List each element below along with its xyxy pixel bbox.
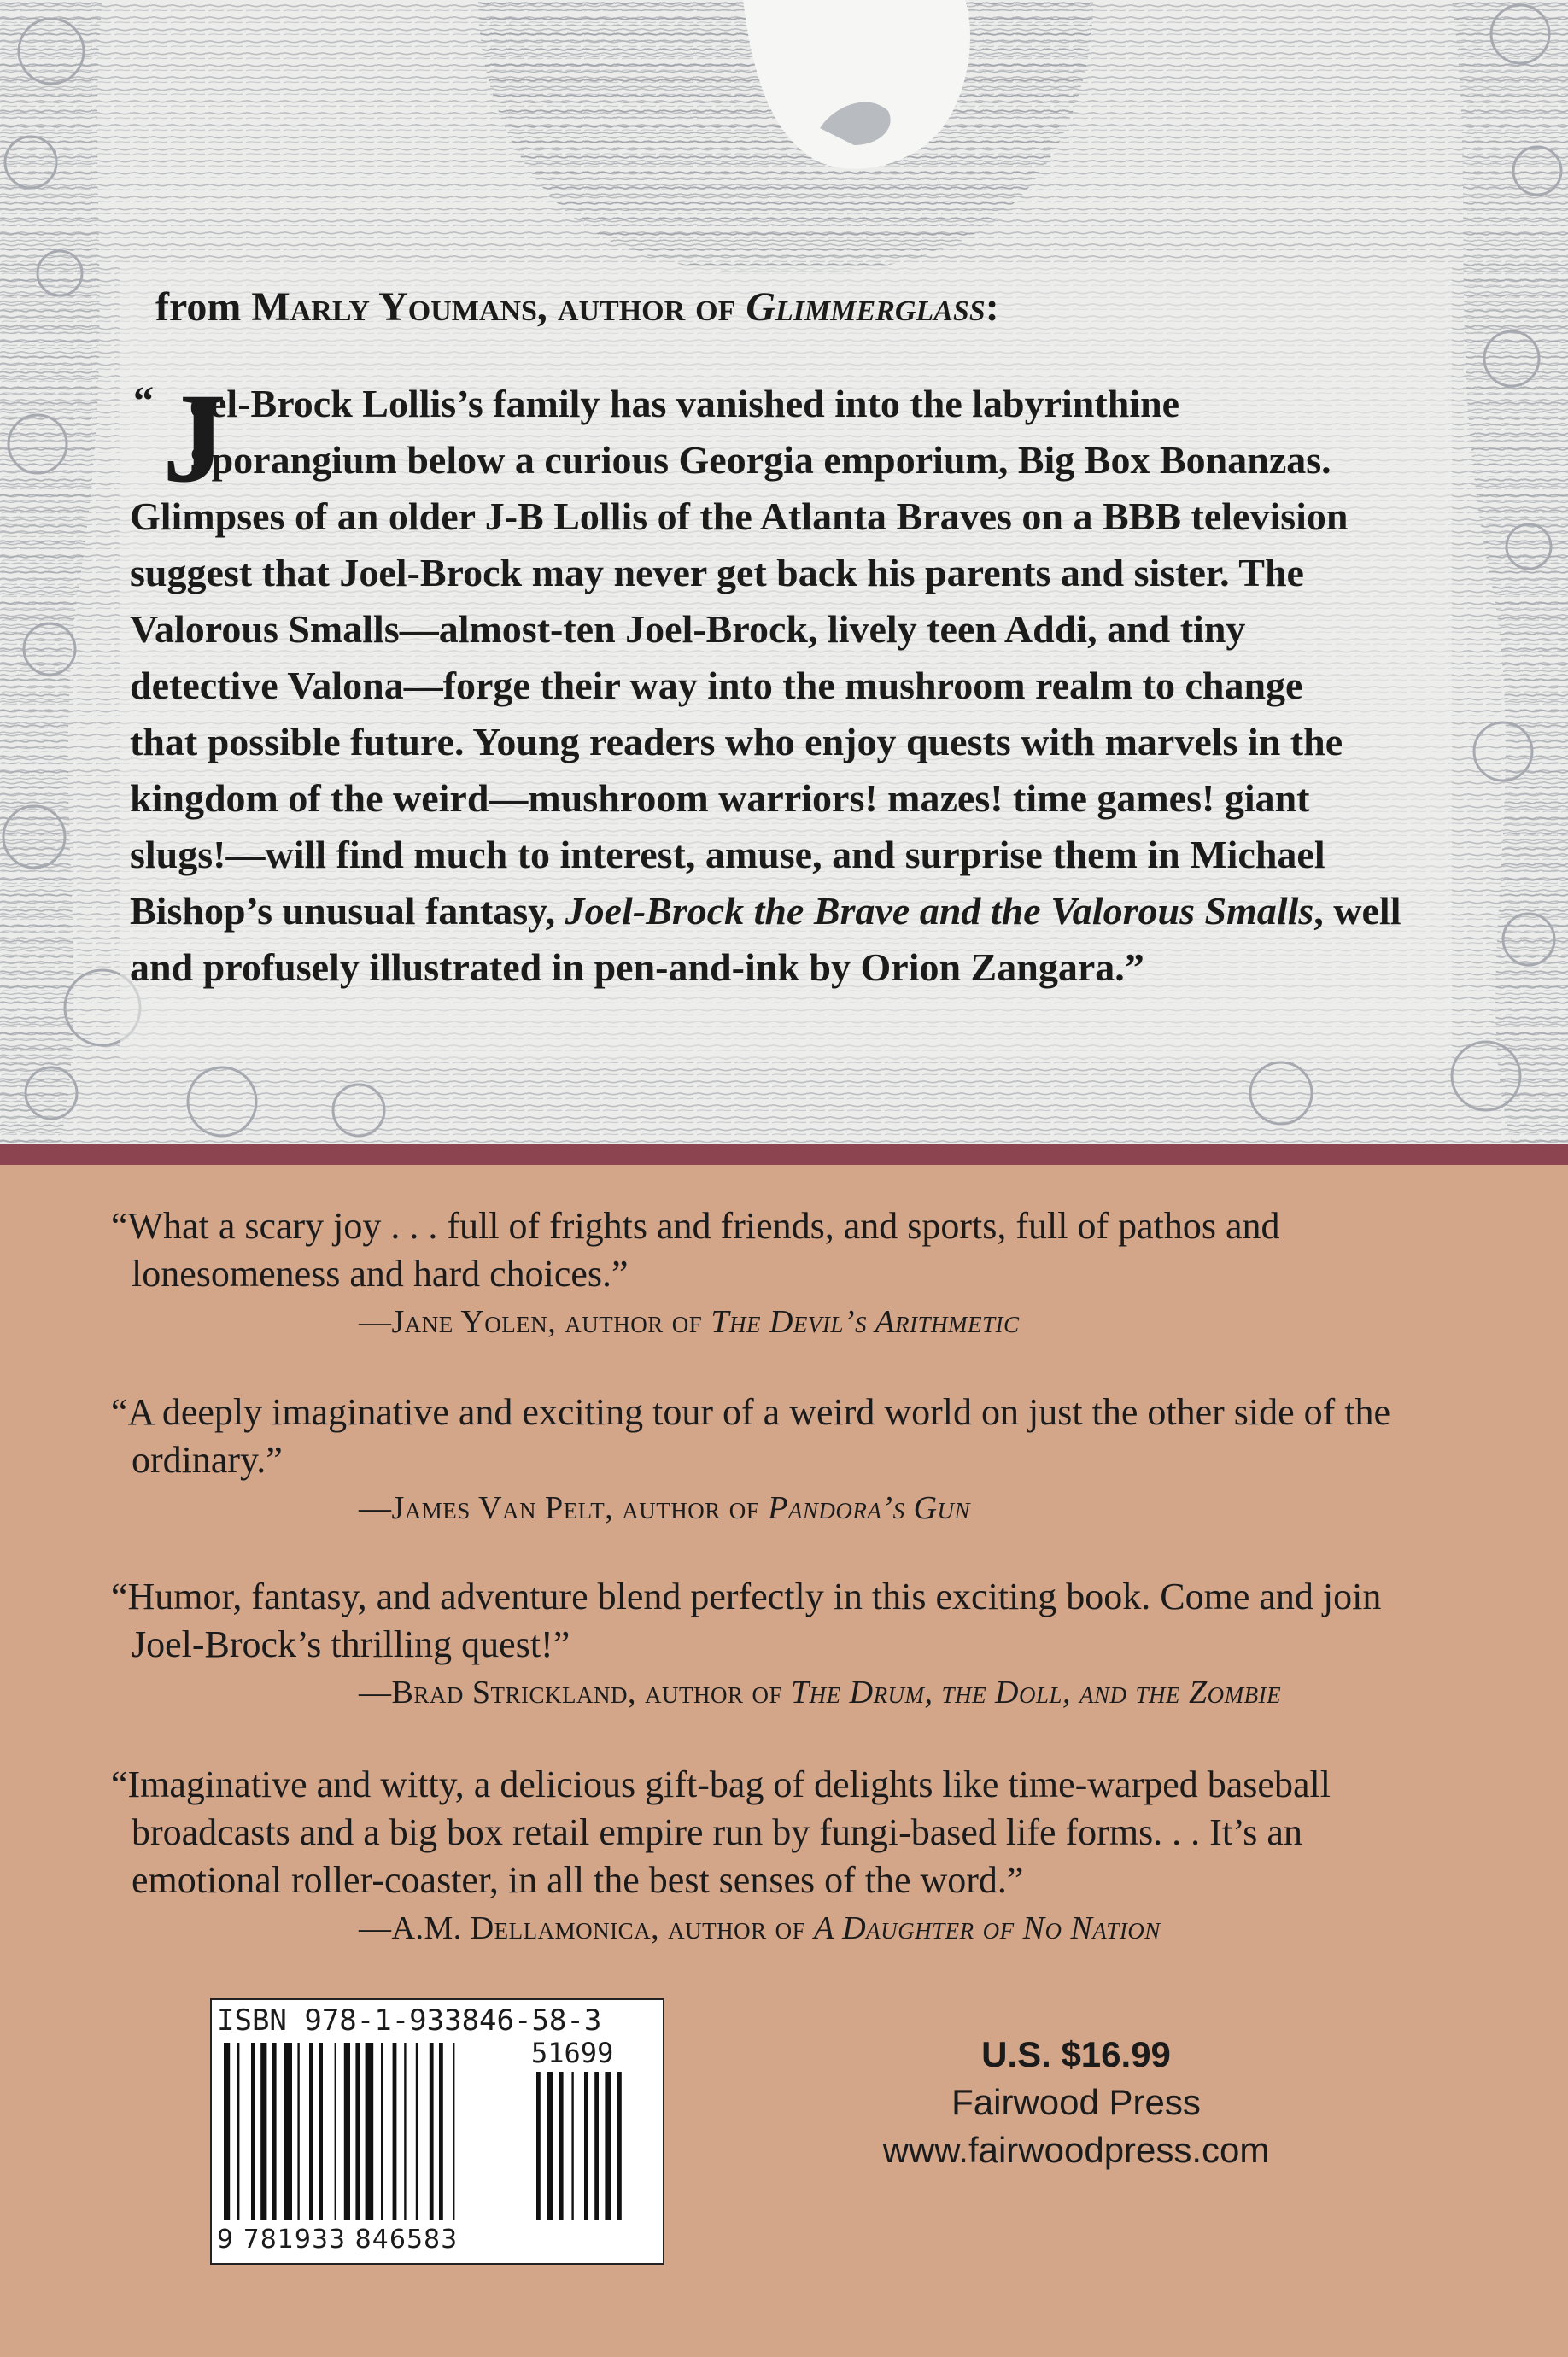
book-title: Joel-Brock the Brave and the Valorous Smalls [565,889,1314,933]
lead-attribution [155,282,1436,333]
lead-quote-line: Sporangium below a curious Georgia emporium, Big Box Bonanzas. [190,438,1331,482]
lead-quote-line-end: , well [1313,889,1401,933]
blurb-attribution [111,1904,1495,1952]
blurb-author: —Jane Yolen [359,1304,548,1340]
blurb-line: “Imaginative and witty, a delicious gift-bag of delights like time-warped baseball [111,1763,1331,1805]
blurb-line: emotional roller-coaster, in all the best senses of the word.” [132,1859,1024,1901]
blurb-attribution [111,1484,1495,1532]
lead-quote-open-mark: “ [133,378,154,424]
price: U.S. $16.99 [981,2034,1171,2074]
blurb-author-mid: , author of [627,1675,791,1711]
blurb-author: —Brad Strickland [359,1675,628,1711]
lead-quote-dropcap: J [162,367,226,509]
lead-quote-line: oel-Brock Lollis’s family has vanished into the labyrinthine [190,382,1180,425]
blurb-line: “What a scary joy . . . full of frights and friends, and sports, full of pathos and [111,1205,1280,1247]
publisher-url[interactable]: www.fairwoodpress.com [882,2130,1270,2170]
blurb-brad-strickland [111,1573,1495,1717]
lead-quote-line: kingdom of the weird—mushroom warriors! mazes! time games! giant [130,776,1310,820]
blurb-author: —A.M. Dellamonica [359,1910,652,1946]
blurb-jane-yolen [111,1202,1495,1346]
attribution-title: Glimmerglass [746,284,986,330]
blurb-line: “Humor, fantasy, and adventure blend perfectly in this exciting book. Come and join [111,1576,1382,1617]
lead-quote-line: that possible future. Young readers who enjoy quests with marvels in the [130,720,1343,763]
cover-illustration [0,0,1568,1144]
blurb-line: “A deeply imaginative and exciting tour of a weird world on just the other side of the [111,1391,1391,1433]
isbn-label: ISBN 978-1-933846-58-3 [217,2003,602,2038]
attribution-suffix: : [985,284,999,330]
attribution-author: Marly Youmans [251,284,537,330]
blurb-am-dellamonica [111,1761,1495,1952]
lead-quote-line: Valorous Smalls—almost-ten Joel-Brock, lively teen Addi, and tiny [130,607,1246,651]
blurb-source-title: Pandora’s Gun [768,1490,971,1526]
blurb-source-title: A Daughter of No Nation [814,1910,1161,1946]
blurb-source-title: The Devil’s Arithmetic [711,1304,1020,1340]
blurb-author-mid: , author of [605,1490,769,1526]
lead-quote-line: slugs!—will find much to interest, amuse, and surprise them in Michael [130,833,1325,876]
lead-quote-line: Glimpses of an older J-B Lollis of the Atlanta Braves on a BBB television [130,494,1349,538]
divider-band [0,1144,1568,1165]
publisher-name: Fairwood Press [951,2082,1201,2122]
blurb-line: Joel-Brock’s thrilling quest!” [132,1623,570,1665]
blurb-line: ordinary.” [132,1439,283,1481]
isbn-barcode [210,1998,664,2265]
attribution-mid: , author of [536,284,746,330]
lead-quote-line [130,883,1436,939]
lead-quote-line-start: Bishop’s unusual fantasy, [130,889,565,933]
blurb-line: broadcasts and a big box retail empire run by fungi-based life forms. . . It’s an [132,1811,1302,1853]
blurb-attribution [111,1669,1495,1717]
blurb-james-van-pelt [111,1389,1495,1532]
attribution-prefix: from [155,284,252,330]
lead-quote-line: suggest that Joel-Brock may never get back his parents and sister. The [130,551,1304,594]
lead-quote-line: detective Valona—forge their way into the mushroom realm to change [130,664,1303,707]
blurb-attribution [111,1298,1495,1346]
ean-digits: 9 781933 846583 [217,2225,459,2255]
blurb-author-mid: , author of [651,1910,815,1946]
price-code: 51699 [531,2037,614,2069]
lead-quote [130,367,1436,996]
publisher-info [769,2031,1384,2174]
blurb-source-title: The Drum, the Doll, and the Zombie [791,1675,1282,1711]
blurb-line: lonesomeness and hard choices.” [132,1253,629,1295]
lead-quote-line: and profusely illustrated in pen-and-ink by Orion Zangara.” [130,945,1144,989]
blurb-author: —James Van Pelt [359,1490,606,1526]
blurb-author-mid: , author of [547,1304,711,1340]
